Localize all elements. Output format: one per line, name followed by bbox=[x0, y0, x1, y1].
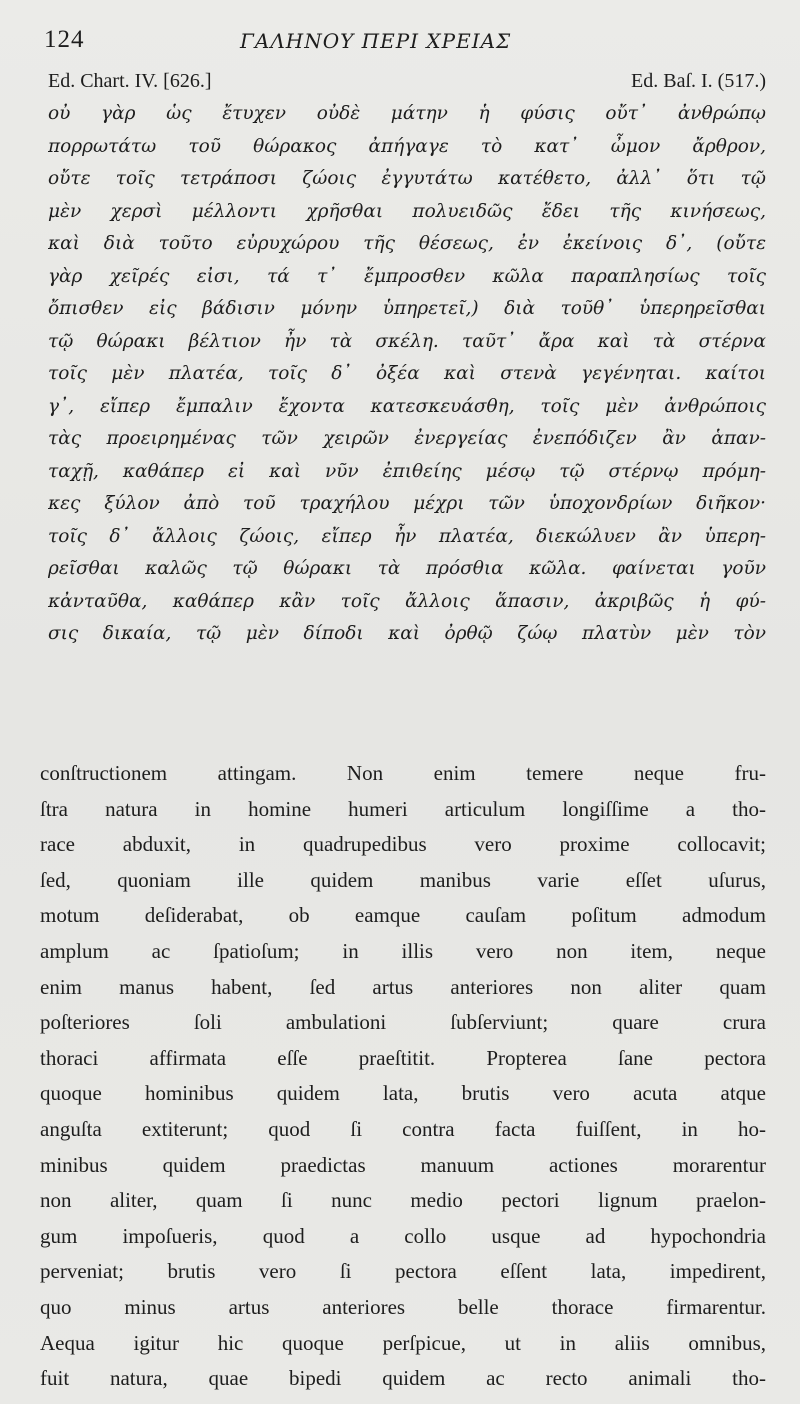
latin-text-line: perveniat; brutis vero ſi pectora eſſent lata, impedirent, bbox=[40, 1259, 766, 1284]
latin-text-line: amplum ac ſpatioſum; in illis vero non item, neque bbox=[40, 938, 766, 963]
latin-text-line: Aequa igitur hic quoque perſpicue, ut in aliis omnibus, bbox=[40, 1330, 766, 1355]
greek-text-line: τὰς προειρημένας τῶν χειρῶν ἐνεργείας ἐνεπόδιζεν ἂν ἁπαν- bbox=[48, 428, 766, 449]
greek-text-line: μὲν χερσὶ μέλλοντι χρῆσθαι πολυειδῶς ἔδει τῆς κινήσεως, bbox=[48, 200, 766, 222]
greek-text-line: καὶ διὰ τοῦτο εὐρυχώρου τῆς θέσεως, ἐν ἐκείνοις δ᾽, (οὔτε bbox=[48, 233, 766, 254]
page-header bbox=[44, 26, 764, 56]
latin-text-line: poſteriores ſoli ambulationi ſubſerviunt; quare crura bbox=[40, 1010, 766, 1035]
running-title: ΓΑΛΗΝΟΥ ΠΕΡΙ ΧΡΕΙΑΣ bbox=[240, 29, 512, 53]
greek-text-line: τῷ θώρακι βέλτιον ἦν τὰ σκέλη. ταῦτ᾽ ἄρα καὶ τὰ στέρνα bbox=[48, 330, 766, 352]
greek-text-line: γὰρ χεῖρές εἰσι, τά τ᾽ ἔμπροσθεν κῶλα παραπλησίως τοῖς bbox=[48, 265, 766, 287]
latin-text-line: race abduxit, in quadrupedibus vero proxime collocavit; bbox=[40, 832, 766, 857]
latin-text-line: enim manus habent, ſed artus anteriores non aliter quam bbox=[40, 974, 766, 999]
latin-text-line: conſtructionem attingam. Non enim temere neque fru- bbox=[40, 761, 766, 785]
latin-text-line: ſed, quoniam ille quidem manibus varie eſſet uſurus, bbox=[40, 867, 766, 892]
latin-text-block bbox=[40, 756, 766, 1397]
latin-text-line: quo minus artus anteriores belle thorace firmarentur. bbox=[40, 1294, 766, 1319]
greek-text-line: σις δικαία, τῷ μὲν δίποδι καὶ ὀρθῷ ζώῳ πλατὺν μὲν τὸν bbox=[48, 623, 766, 644]
greek-text-line: κες ξύλον ἀπὸ τοῦ τραχήλου μέχρι τῶν ὑποχονδρίων διῆκον· bbox=[48, 493, 766, 514]
latin-text-line: minibus quidem praedictas manuum actiones morarentur bbox=[40, 1152, 766, 1177]
latin-text-line: anguſta extiterunt; quod ſi contra facta fuiſſent, in ho- bbox=[40, 1116, 766, 1141]
edition-basel-reference: Ed. Baſ. I. (517.) bbox=[631, 70, 766, 92]
greek-text-line: τοῖς δ᾽ ἄλλοις ζώοις, εἴπερ ἦν πλατέα, διεκώλυεν ἂν ὑπερη- bbox=[48, 525, 766, 547]
greek-text-line: ταχῇ, καθάπερ εἰ καὶ νῦν ἐπιθείης μέσῳ τῷ στέρνῳ πρόμη- bbox=[48, 460, 766, 482]
greek-text-line: οὔτε τοῖς τετράποσι ζώοις ἐγγυτάτω κατέθετο, ἀλλ᾽ ὅτι τῷ bbox=[48, 168, 766, 189]
latin-text-line: thoraci affirmata eſſe praeſtitit. Propterea ſane pectora bbox=[40, 1045, 766, 1070]
greek-text-line: τοῖς μὲν πλατέα, τοῖς δ᾽ ὀξέα καὶ στενὰ γεγένηται. καίτοι bbox=[48, 363, 766, 384]
greek-text-line: οὐ γὰρ ὡς ἔτυχεν οὐδὲ μάτην ἡ φύσις οὔτ᾽ ἀνθρώπῳ bbox=[48, 103, 766, 124]
greek-text-line: κἀνταῦθα, καθάπερ κἂν τοῖς ἄλλοις ἅπασιν, ἀκριβῶς ἡ φύ- bbox=[48, 590, 766, 612]
latin-text-line: non aliter, quam ſi nunc medio pectori lignum praelon- bbox=[40, 1188, 766, 1213]
greek-text-block bbox=[48, 98, 766, 651]
latin-text-line: motum deſiderabat, ob eamque cauſam poſitum admodum bbox=[40, 903, 766, 928]
edition-references bbox=[48, 70, 766, 96]
latin-text-line: quoque hominibus quidem lata, brutis vero acuta atque bbox=[40, 1081, 766, 1106]
greek-text-line: πορρωτάτω τοῦ θώρακος ἀπήγαγε τὸ κατ᾽ ὦμον ἄρθρον, bbox=[48, 135, 766, 157]
edition-chart-reference: Ed. Chart. IV. [626.] bbox=[48, 70, 212, 92]
page-number: 124 bbox=[44, 26, 85, 53]
latin-text-line: gum impoſueris, quod a collo usque ad hypochondria bbox=[40, 1223, 766, 1248]
greek-text-line: ὄπισθεν εἰς βάδισιν μόνην ὑπηρετεῖ,) διὰ τοῦθ᾽ ὑπερηρεῖσθαι bbox=[48, 298, 766, 319]
latin-text-line: ſtra natura in homine humeri articulum longiſſime a tho- bbox=[40, 796, 766, 821]
latin-text-line: fuit natura, quae bipedi quidem ac recto animali tho- bbox=[40, 1366, 766, 1391]
greek-text-line: γ᾽, εἴπερ ἔμπαλιν ἔχοντα κατεσκευάσθη, τοῖς μὲν ἀνθρώποις bbox=[48, 395, 766, 417]
greek-text-line: ρεῖσθαι καλῶς τῷ θώρακι τὰ πρόσθια κῶλα. φαίνεται γοῦν bbox=[48, 558, 766, 579]
